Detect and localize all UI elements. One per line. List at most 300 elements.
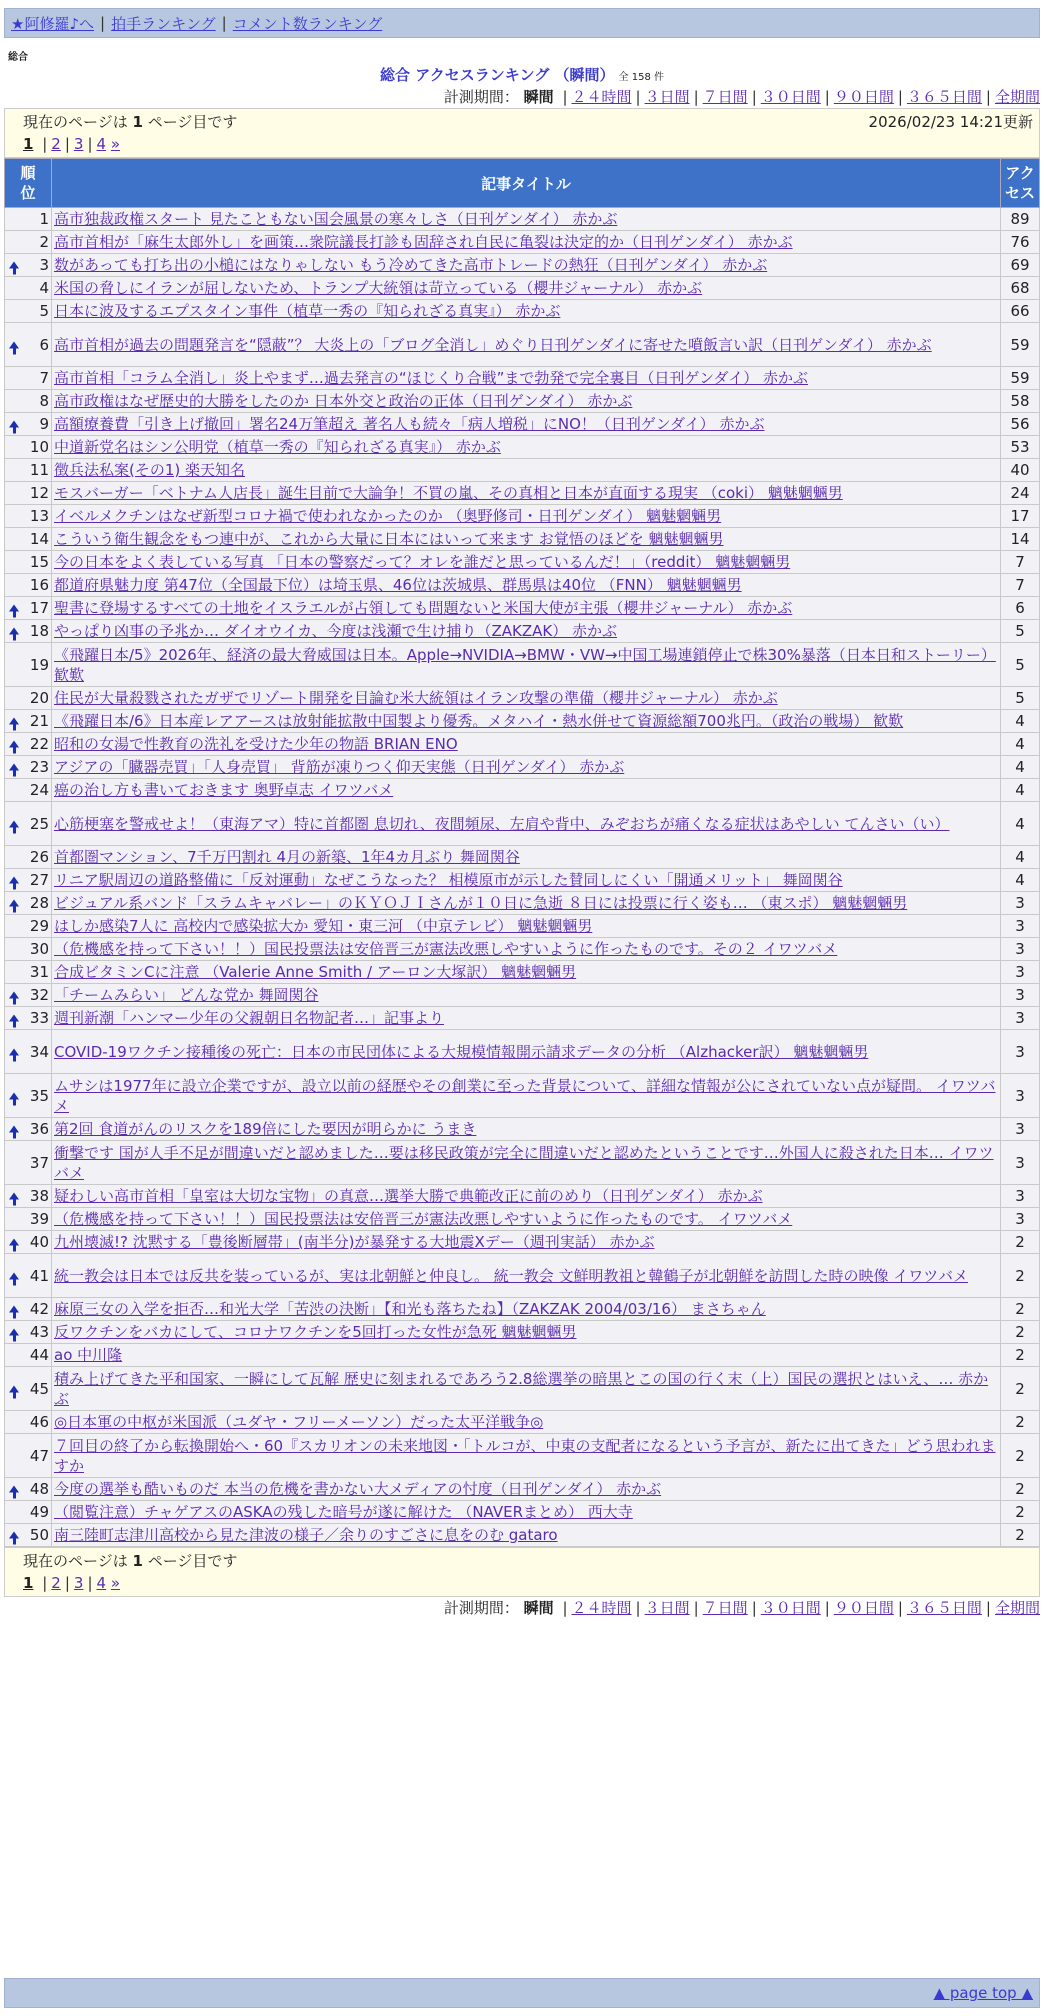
rank-cell bbox=[5, 1254, 52, 1298]
period-link[interactable]: ９０日間 bbox=[833, 1599, 894, 1617]
article-title-link[interactable]: 数があっても打ち出の小槌にはなりゃしない もう冷めてきた高市トレードの熱狂（日刊ゲンダイ） 赤かぶ bbox=[54, 256, 768, 274]
access-count: 2 bbox=[1001, 1254, 1040, 1298]
access-count: 17 bbox=[1001, 505, 1040, 528]
access-count: 4 bbox=[1001, 846, 1040, 869]
article-title-link[interactable]: 癌の治し方も書いておきます 奥野卓志 イワツバメ bbox=[54, 781, 394, 799]
rank-number: 5 bbox=[39, 302, 49, 320]
article-title-link[interactable]: 首都圏マンション、7千万円割れ 4月の新築、1年4カ月ぶり 舞岡関谷 bbox=[54, 848, 520, 866]
table-row bbox=[5, 254, 1040, 277]
access-count: 3 bbox=[1001, 961, 1040, 984]
table-row bbox=[5, 1074, 1040, 1118]
title-cell bbox=[52, 323, 1001, 367]
rank-number: 38 bbox=[29, 1187, 49, 1205]
page-separator: | bbox=[42, 135, 48, 153]
article-title-link[interactable]: 積み上げてきた平和国家、一瞬にして瓦解 歴史に刻まれるであろう2.8総選挙の暗黒とこの国の行く末（上）国民の選択とはいえ、… 赤かぶ bbox=[54, 1369, 989, 1408]
rank-cell bbox=[5, 1367, 52, 1411]
article-title-link[interactable]: 合成ビタミンCに注意 （Valerie Anne Smith / アーロン大塚訳） 魑魅魍魎男 bbox=[54, 963, 577, 981]
rank-number: 3 bbox=[39, 256, 49, 274]
rank-cell bbox=[5, 436, 52, 459]
period-separator: | bbox=[985, 88, 991, 106]
rank-up-arrow-icon bbox=[9, 764, 19, 771]
rank-cell bbox=[5, 254, 52, 277]
access-count: 2 bbox=[1001, 1321, 1040, 1344]
article-title-link[interactable]: 住民が大量殺戮されたガザでリゾート開発を目論む米大統領はイラン攻撃の準備（櫻井ジャーナル） 赤かぶ bbox=[54, 689, 778, 707]
table-row bbox=[5, 1208, 1040, 1231]
article-title-link[interactable]: ７回目の終了から転換開始へ・60『スカリオンの未来地図・「トルコが、中東の支配者になるという予言が、新たに出てきた」どう思われますか bbox=[54, 1436, 996, 1475]
table-row bbox=[5, 892, 1040, 915]
title-cell bbox=[52, 779, 1001, 802]
rank-cell bbox=[5, 1030, 52, 1074]
table-row bbox=[5, 1030, 1040, 1074]
access-count: 2 bbox=[1001, 1367, 1040, 1411]
rank-cell bbox=[5, 643, 52, 687]
access-count: 2 bbox=[1001, 1501, 1040, 1524]
period-separator: | bbox=[824, 1599, 830, 1617]
page-links bbox=[23, 1572, 1033, 1594]
title-cell bbox=[52, 208, 1001, 231]
title-cell bbox=[52, 413, 1001, 436]
article-title-link[interactable]: 高市独裁政権スタート 見たこともない国会風景の寒々しさ（日刊ゲンダイ） 赤かぶ bbox=[54, 210, 618, 228]
period-current: 瞬間 bbox=[523, 88, 554, 106]
title-cell bbox=[52, 756, 1001, 779]
title-cell bbox=[52, 961, 1001, 984]
table-row bbox=[5, 779, 1040, 802]
access-count: 3 bbox=[1001, 1208, 1040, 1231]
article-title-link[interactable]: 高市首相が「麻生太郎外し」を画策…衆院議長打診も固辞され自民に亀裂は決定的か（日刊ゲンダイ） 赤かぶ bbox=[54, 233, 793, 251]
access-count: 89 bbox=[1001, 208, 1040, 231]
rank-cell bbox=[5, 1141, 52, 1185]
rank-up-arrow-icon bbox=[9, 1015, 19, 1022]
article-title-link[interactable]: 反ワクチンをバカにして、コロナワクチンを5回打った女性が急死 魑魅魍魎男 bbox=[54, 1323, 577, 1341]
rank-cell bbox=[5, 413, 52, 436]
article-title-link[interactable]: 「チームみらい」 どんな党か 舞岡関谷 bbox=[54, 986, 319, 1004]
rank-cell bbox=[5, 1185, 52, 1208]
article-title-link[interactable]: こういう衛生観念をもつ連中が、これから大量に日本にはいって来ます お覚悟のほどを 魑魅魍魎男 bbox=[54, 530, 724, 548]
table-row bbox=[5, 482, 1040, 505]
rank-number: 4 bbox=[39, 279, 49, 297]
rank-number: 18 bbox=[29, 622, 49, 640]
title-cell bbox=[52, 1231, 1001, 1254]
rank-cell bbox=[5, 1321, 52, 1344]
period-link[interactable]: 全期間 bbox=[994, 88, 1040, 106]
rank-cell bbox=[5, 1208, 52, 1231]
page-wrapper bbox=[4, 8, 1040, 2002]
article-title-link[interactable]: 徴兵法私案(その1) 楽天知名 bbox=[54, 461, 246, 479]
period-separator: | bbox=[897, 1599, 903, 1617]
access-count: 2 bbox=[1001, 1231, 1040, 1254]
page-links bbox=[23, 133, 1033, 155]
table-row bbox=[5, 597, 1040, 620]
rank-number: 47 bbox=[29, 1446, 49, 1465]
table-row bbox=[5, 528, 1040, 551]
rank-up-arrow-icon bbox=[9, 1306, 19, 1313]
article-title-link[interactable]: 疑わしい高市首相「皇室は大切な宝物」の真意…選挙大勝で典範改正に前のめり（日刊ゲンダイ） 赤かぶ bbox=[54, 1187, 763, 1205]
article-title-link[interactable]: 今度の選挙も酷いものだ 本当の危機を書かない大メディアの忖度（日刊ゲンダイ） 赤かぶ bbox=[54, 1480, 662, 1498]
article-title-link[interactable]: 中道新党名はシン公明党（植草一秀の『知られざる真実』） 赤かぶ bbox=[54, 438, 501, 456]
rank-cell bbox=[5, 231, 52, 254]
page-separator: | bbox=[64, 1574, 70, 1592]
table-row bbox=[5, 390, 1040, 413]
table-row bbox=[5, 756, 1040, 779]
table-row bbox=[5, 1141, 1040, 1185]
rank-cell bbox=[5, 1501, 52, 1524]
rank-number: 45 bbox=[29, 1379, 49, 1398]
article-title-link[interactable]: 《飛躍日本/6》日本産レアアースは放射能拡散中国製より優秀。メタハイ・熱水併せて資源総額700兆円。（政治の戦場） 歓歎 bbox=[54, 712, 904, 730]
period-separator: | bbox=[693, 1599, 699, 1617]
access-count: 3 bbox=[1001, 915, 1040, 938]
rank-cell bbox=[5, 1344, 52, 1367]
rank-number: 32 bbox=[29, 986, 49, 1004]
rank-cell bbox=[5, 620, 52, 643]
rank-up-arrow-icon bbox=[9, 1272, 19, 1279]
title-cell bbox=[52, 390, 1001, 413]
access-count: 53 bbox=[1001, 436, 1040, 459]
rank-number: 26 bbox=[29, 848, 49, 866]
access-count: 3 bbox=[1001, 1030, 1040, 1074]
title-cell bbox=[52, 436, 1001, 459]
rank-cell bbox=[5, 1231, 52, 1254]
rank-number: 36 bbox=[29, 1120, 49, 1138]
article-title-link[interactable]: 高市首相が過去の問題発言を“隠蔽”？ 大炎上の「ブログ全消し」めぐり日刊ゲンダイに寄せた噴飯言い訳（日刊ゲンダイ） 赤かぶ bbox=[54, 335, 932, 354]
article-title-link[interactable]: 九州壊滅!? 沈黙する「豊後断層帯」(南半分)が暴発する大地震Xデー（週刊実話） 赤かぶ bbox=[54, 1233, 655, 1251]
table-row bbox=[5, 1501, 1040, 1524]
article-title-link[interactable]: 聖書に登場するすべての土地をイスラエルが占領しても問題ないと米国大使が主張（櫻井ジャーナル） 赤かぶ bbox=[54, 599, 793, 617]
table-row bbox=[5, 505, 1040, 528]
article-title-link[interactable]: 統一教会は日本では反共を装っているが、実は北朝鮮と仲良し。 統一教会 文鮮明教祖と韓鶴子が北朝鮮を訪問した時の映像 イワツバメ bbox=[54, 1266, 969, 1285]
rank-number: 40 bbox=[29, 1233, 49, 1251]
period-link[interactable]: ７日間 bbox=[702, 1599, 748, 1617]
title-cell bbox=[52, 367, 1001, 390]
article-title-link[interactable]: やっぱり凶事の予兆か… ダイオウイカ、今度は浅瀬で生け捕り（ZAKZAK） 赤かぶ bbox=[54, 622, 618, 640]
article-title-link[interactable]: ムサシは1977年に設立企業ですが、設立以前の経歴やその創業に至った背景について、詳細な情報が公にされていない点が疑問。 イワツバメ bbox=[54, 1076, 996, 1115]
rank-cell bbox=[5, 277, 52, 300]
article-title-link[interactable]: はしか感染7人に 高校内で感染拡大か 愛知・東三河 （中京テレビ） 魑魅魍魎男 bbox=[54, 917, 593, 935]
access-count: 2 bbox=[1001, 1411, 1040, 1434]
access-count: 2 bbox=[1001, 1478, 1040, 1501]
ranking-heading bbox=[4, 64, 1040, 86]
rank-header: 順 位 bbox=[5, 159, 52, 208]
article-title-link[interactable]: 高額療養費「引き上げ撤回」署名24万筆超え 著名人も続々「病人増税」にNO！（日刊ゲンダイ） 赤かぶ bbox=[54, 415, 765, 433]
title-cell bbox=[52, 528, 1001, 551]
page-link[interactable]: 2 bbox=[51, 135, 61, 153]
rank-cell bbox=[5, 687, 52, 710]
page-link[interactable]: 2 bbox=[51, 1574, 61, 1592]
table-row bbox=[5, 1321, 1040, 1344]
access-count: 69 bbox=[1001, 254, 1040, 277]
title-cell bbox=[52, 1298, 1001, 1321]
access-count: 66 bbox=[1001, 300, 1040, 323]
rank-number: 44 bbox=[29, 1346, 49, 1364]
period-separator: | bbox=[985, 1599, 991, 1617]
total-count: 全 158 件 bbox=[618, 72, 664, 83]
table-row bbox=[5, 551, 1040, 574]
rank-cell bbox=[5, 756, 52, 779]
rank-number: 10 bbox=[29, 438, 49, 456]
page-link[interactable]: 3 bbox=[73, 1574, 84, 1592]
period-link[interactable]: ３０日間 bbox=[760, 88, 821, 106]
article-title-link[interactable]: 昭和の女湯で性教育の洗礼を受けた少年の物語 BRIAN ENO bbox=[54, 735, 458, 753]
table-row bbox=[5, 208, 1040, 231]
access-count: 68 bbox=[1001, 277, 1040, 300]
rank-number: 23 bbox=[29, 758, 49, 776]
rank-up-arrow-icon bbox=[9, 628, 19, 635]
rank-number: 15 bbox=[29, 553, 49, 571]
article-title-link[interactable]: 麻原三女の入学を拒否…和光大学「苦渋の決断」【和光も落ちたね】（ZAKZAK 2004/03/16） まさちゃん bbox=[54, 1300, 766, 1318]
article-title-link[interactable]: 高市政権はなぜ歴史的大勝をしたのか 日本外交と政治の正体（日刊ゲンダイ） 赤かぶ bbox=[54, 392, 633, 410]
access-count: 59 bbox=[1001, 323, 1040, 367]
period-label: 計測期間： bbox=[443, 88, 519, 106]
title-cell bbox=[52, 1344, 1001, 1367]
rank-number: 46 bbox=[29, 1413, 49, 1431]
title-cell bbox=[52, 231, 1001, 254]
title-cell bbox=[52, 984, 1001, 1007]
rank-up-arrow-icon bbox=[9, 741, 19, 748]
rank-cell bbox=[5, 1524, 52, 1547]
article-title-link[interactable]: （危機感を持って下さい！！）国民投票法は安倍晋三が憲法改悪しやすいように作ったものです。 イワツバメ bbox=[54, 1210, 793, 1228]
article-title-link[interactable]: 日本に波及するエプスタイン事件（植草一秀の『知られざる真実』） 赤かぶ bbox=[54, 302, 561, 320]
nav-separator: | bbox=[100, 14, 106, 32]
table-row bbox=[5, 938, 1040, 961]
table-row bbox=[5, 687, 1040, 710]
rank-number: 24 bbox=[29, 781, 49, 799]
article-title-link[interactable]: 第2回 食道がんのリスクを189倍にした要因が明らかに うまき bbox=[54, 1120, 477, 1138]
updated-time: 2026/02/23 14:21更新 bbox=[868, 113, 1033, 131]
rank-cell bbox=[5, 459, 52, 482]
rank-up-arrow-icon bbox=[9, 992, 19, 999]
home-link[interactable]: ★阿修羅♪へ bbox=[11, 14, 95, 33]
table-row bbox=[5, 915, 1040, 938]
rank-cell bbox=[5, 528, 52, 551]
rank-cell bbox=[5, 1118, 52, 1141]
rank-cell bbox=[5, 938, 52, 961]
rank-number: 27 bbox=[29, 871, 49, 889]
rank-cell bbox=[5, 390, 52, 413]
ranking-title: 総合 アクセスランキング （瞬間） bbox=[380, 66, 615, 84]
rank-number: 35 bbox=[29, 1086, 49, 1105]
rank-cell bbox=[5, 367, 52, 390]
rank-number: 42 bbox=[29, 1300, 49, 1318]
next-page-link[interactable]: » bbox=[110, 1574, 121, 1592]
article-title-link[interactable]: ao 中川隆 bbox=[54, 1346, 123, 1364]
period-link[interactable]: ３日間 bbox=[644, 88, 690, 106]
table-row bbox=[5, 1478, 1040, 1501]
rank-number: 13 bbox=[29, 507, 49, 525]
rank-up-arrow-icon bbox=[9, 1329, 19, 1336]
access-count: 58 bbox=[1001, 390, 1040, 413]
rank-cell bbox=[5, 1074, 52, 1118]
rank-number: 39 bbox=[29, 1210, 49, 1228]
table-row bbox=[5, 869, 1040, 892]
title-cell bbox=[52, 710, 1001, 733]
period-link[interactable]: ７日間 bbox=[702, 88, 748, 106]
period-link[interactable]: ３６５日間 bbox=[906, 88, 982, 106]
access-header: アク セス bbox=[1001, 159, 1040, 208]
footer-bar bbox=[4, 1978, 1040, 2008]
rank-cell bbox=[5, 597, 52, 620]
rank-cell bbox=[5, 574, 52, 597]
title-cell bbox=[52, 620, 1001, 643]
rank-number: 9 bbox=[39, 415, 49, 433]
article-title-link[interactable]: 心筋梗塞を警戒せよ！（東海アマ）特に首都圏 息切れ、夜間頻尿、左肩や背中、みぞおちが痛くなる症状はあやしい てんさい（い） bbox=[54, 814, 950, 833]
access-count: 4 bbox=[1001, 733, 1040, 756]
page-top-link[interactable]: ▲ page top ▲ bbox=[933, 1984, 1033, 2002]
title-cell bbox=[52, 687, 1001, 710]
rank-cell bbox=[5, 802, 52, 846]
title-cell bbox=[52, 1254, 1001, 1298]
table-row bbox=[5, 1007, 1040, 1030]
title-cell bbox=[52, 1321, 1001, 1344]
rank-up-arrow-icon bbox=[9, 877, 19, 884]
article-title-link[interactable]: 南三陸町志津川高校から見た津波の様子／余りのすごさに息をのむ gataro bbox=[54, 1526, 558, 1544]
title-cell bbox=[52, 1030, 1001, 1074]
article-title-link[interactable]: リニア駅周辺の道路整備に「反対運動」なぜこうなった？ 相模原市が示した賛同しにくい「開通メリット」 舞岡関谷 bbox=[54, 871, 843, 889]
next-page-link[interactable]: » bbox=[110, 135, 121, 153]
page-link[interactable]: 4 bbox=[96, 1574, 107, 1592]
title-cell bbox=[52, 574, 1001, 597]
comment-ranking-link[interactable]: コメント数ランキング bbox=[232, 14, 383, 33]
rank-number: 34 bbox=[29, 1042, 49, 1061]
page-separator: | bbox=[42, 1574, 48, 1592]
rank-cell bbox=[5, 1298, 52, 1321]
current-page: 1 bbox=[23, 135, 34, 153]
rank-up-arrow-icon bbox=[9, 900, 19, 907]
table-row bbox=[5, 1434, 1040, 1478]
period-link[interactable]: ２４時間 bbox=[571, 1599, 632, 1617]
rank-cell bbox=[5, 1007, 52, 1030]
top-nav-bar bbox=[4, 8, 1040, 38]
rank-cell bbox=[5, 710, 52, 733]
table-row bbox=[5, 574, 1040, 597]
rank-number: 14 bbox=[29, 530, 49, 548]
period-link[interactable]: ３６５日間 bbox=[906, 1599, 982, 1617]
rank-up-arrow-icon bbox=[9, 262, 19, 269]
access-count: 4 bbox=[1001, 710, 1040, 733]
table-row bbox=[5, 459, 1040, 482]
rank-number: 1 bbox=[39, 210, 49, 228]
title-cell bbox=[52, 1478, 1001, 1501]
period-link[interactable]: ２４時間 bbox=[571, 88, 632, 106]
rank-up-arrow-icon bbox=[9, 718, 19, 725]
article-title-link[interactable]: 衝撃です 国が人手不足が間違いだと認めました…要は移民政策が完全に間違いだと認めたということです…外国人に殺された日本… イワツバメ bbox=[54, 1143, 994, 1182]
title-cell bbox=[52, 459, 1001, 482]
rank-up-arrow-icon bbox=[9, 1532, 19, 1539]
rank-cell bbox=[5, 984, 52, 1007]
table-row bbox=[5, 231, 1040, 254]
access-count: 5 bbox=[1001, 687, 1040, 710]
rank-up-arrow-icon bbox=[9, 1193, 19, 1200]
table-row bbox=[5, 1524, 1040, 1547]
access-count: 4 bbox=[1001, 779, 1040, 802]
title-cell bbox=[52, 254, 1001, 277]
clap-ranking-link[interactable]: 拍手ランキング bbox=[111, 14, 216, 33]
article-title-link[interactable]: ◎日本軍の中枢が米国派（ユダヤ・フリーメーソン）だった太平洋戦争◎ bbox=[54, 1413, 544, 1431]
page-status: 現在のページは 1 ページ目です bbox=[23, 1552, 238, 1570]
article-title-link[interactable]: （危機感を持って下さい！！）国民投票法は安倍晋三が憲法改悪しやすいように作ったものです。その２ イワツバメ bbox=[54, 940, 838, 958]
period-separator: | bbox=[751, 1599, 757, 1617]
period-link[interactable]: 全期間 bbox=[994, 1599, 1040, 1617]
rank-up-arrow-icon bbox=[9, 1239, 19, 1246]
page-link[interactable]: 3 bbox=[73, 135, 84, 153]
rank-number: 43 bbox=[29, 1323, 49, 1341]
period-separator: | bbox=[751, 88, 757, 106]
rank-number: 48 bbox=[29, 1480, 49, 1498]
article-title-link[interactable]: 今の日本をよく表している写真 「日本の警察だって？オレを誰だと思っているんだ！」（reddit） 魑魅魍魎男 bbox=[54, 553, 791, 571]
rank-cell bbox=[5, 892, 52, 915]
table-row bbox=[5, 1367, 1040, 1411]
table-row bbox=[5, 1185, 1040, 1208]
article-title-link[interactable]: アジアの「臓器売買」「人身売買」 背筋が凍りつく仰天実態（日刊ゲンダイ） 赤かぶ bbox=[54, 758, 625, 776]
rank-number: 22 bbox=[29, 735, 49, 753]
period-selector-bottom bbox=[4, 1597, 1040, 1619]
access-count: 3 bbox=[1001, 1185, 1040, 1208]
title-cell bbox=[52, 277, 1001, 300]
period-link[interactable]: ３０日間 bbox=[760, 1599, 821, 1617]
rank-cell bbox=[5, 300, 52, 323]
rank-number: 31 bbox=[29, 963, 49, 981]
article-title-link[interactable]: モスバーガー「ベトナム人店長」誕生目前で大論争！不買の嵐、その真相と日本が直面する現実 （coki） 魑魅魍魎男 bbox=[54, 484, 843, 502]
page-link[interactable]: 4 bbox=[96, 135, 107, 153]
period-selector-top bbox=[4, 86, 1040, 108]
table-row bbox=[5, 277, 1040, 300]
access-count: 2 bbox=[1001, 1434, 1040, 1478]
table-row bbox=[5, 846, 1040, 869]
rank-cell bbox=[5, 1434, 52, 1478]
article-title-link[interactable]: 米国の脅しにイランが屈しないため、トランプ大統領は苛立っている（櫻井ジャーナル） 赤かぶ bbox=[54, 279, 703, 297]
rank-number: 7 bbox=[39, 369, 49, 387]
title-cell bbox=[52, 802, 1001, 846]
article-title-link[interactable]: （閲覧注意）チャゲアスのASKAの残した暗号が遂に解けた （NAVERまとめ） 西大寺 bbox=[54, 1503, 633, 1521]
article-title-link[interactable]: COVID-19ワクチン接種後の死亡：日本の市民団体による大規模情報開示請求データの分析 （Alzhacker訳） 魑魅魍魎男 bbox=[54, 1042, 869, 1061]
period-separator: | bbox=[824, 88, 830, 106]
rank-up-arrow-icon bbox=[9, 1486, 19, 1493]
article-title-link[interactable]: ビジュアル系バンド「スラムキャバレー」のＫＹＯＪＩさんが１０日に急逝 ８日には投票に行く姿も… （東スポ） 魑魅魍魎男 bbox=[54, 894, 908, 912]
access-count: 76 bbox=[1001, 231, 1040, 254]
rank-up-arrow-icon bbox=[9, 1048, 19, 1055]
table-row bbox=[5, 710, 1040, 733]
rank-number: 19 bbox=[29, 655, 49, 674]
article-title-link[interactable]: 《飛躍日本/5》2026年、経済の最大脅威国は日本。Apple→NVIDIA→BMW・VW→中国工場連鎖停止で株30%暴落（日本日和ストーリー） 歓歎 bbox=[54, 645, 996, 684]
access-count: 3 bbox=[1001, 938, 1040, 961]
table-row bbox=[5, 1231, 1040, 1254]
article-title-link[interactable]: 週刊新潮「ハンマー少年の父親朝日名物記者…」記事より bbox=[54, 1009, 445, 1027]
title-cell bbox=[52, 733, 1001, 756]
period-link[interactable]: ３日間 bbox=[644, 1599, 690, 1617]
access-count: 2 bbox=[1001, 1298, 1040, 1321]
period-link[interactable]: ９０日間 bbox=[833, 88, 894, 106]
period-links bbox=[558, 1599, 1040, 1617]
title-cell bbox=[52, 1501, 1001, 1524]
page-separator: | bbox=[87, 135, 93, 153]
rank-up-arrow-icon bbox=[9, 1385, 19, 1392]
title-cell bbox=[52, 482, 1001, 505]
rank-up-arrow-icon bbox=[9, 820, 19, 827]
article-title-link[interactable]: 都道府県魅力度 第47位（全国最下位）は埼玉県、46位は茨城県、群馬県は40位 （FNN） 魑魅魍魎男 bbox=[54, 576, 742, 594]
period-separator: | bbox=[635, 1599, 641, 1617]
title-cell bbox=[52, 1118, 1001, 1141]
pager-bottom bbox=[4, 1547, 1040, 1597]
page-status: 現在のページは 1 ページ目です bbox=[23, 113, 238, 131]
rank-cell bbox=[5, 915, 52, 938]
table-row bbox=[5, 984, 1040, 1007]
access-count: 7 bbox=[1001, 574, 1040, 597]
article-title-link[interactable]: イベルメクチンはなぜ新型コロナ禍で使われなかったのか （奥野修司・日刊ゲンダイ） 魑魅魍魎男 bbox=[54, 507, 722, 525]
rank-cell bbox=[5, 482, 52, 505]
title-cell bbox=[52, 938, 1001, 961]
table-row bbox=[5, 1344, 1040, 1367]
rank-cell bbox=[5, 1478, 52, 1501]
article-title-link[interactable]: 高市首相「コラム全消し」炎上やまず…過去発言の“ほじくり合戦”まで勃発で完全裏目（日刊ゲンダイ） 赤かぶ bbox=[54, 369, 808, 387]
title-cell bbox=[52, 1007, 1001, 1030]
